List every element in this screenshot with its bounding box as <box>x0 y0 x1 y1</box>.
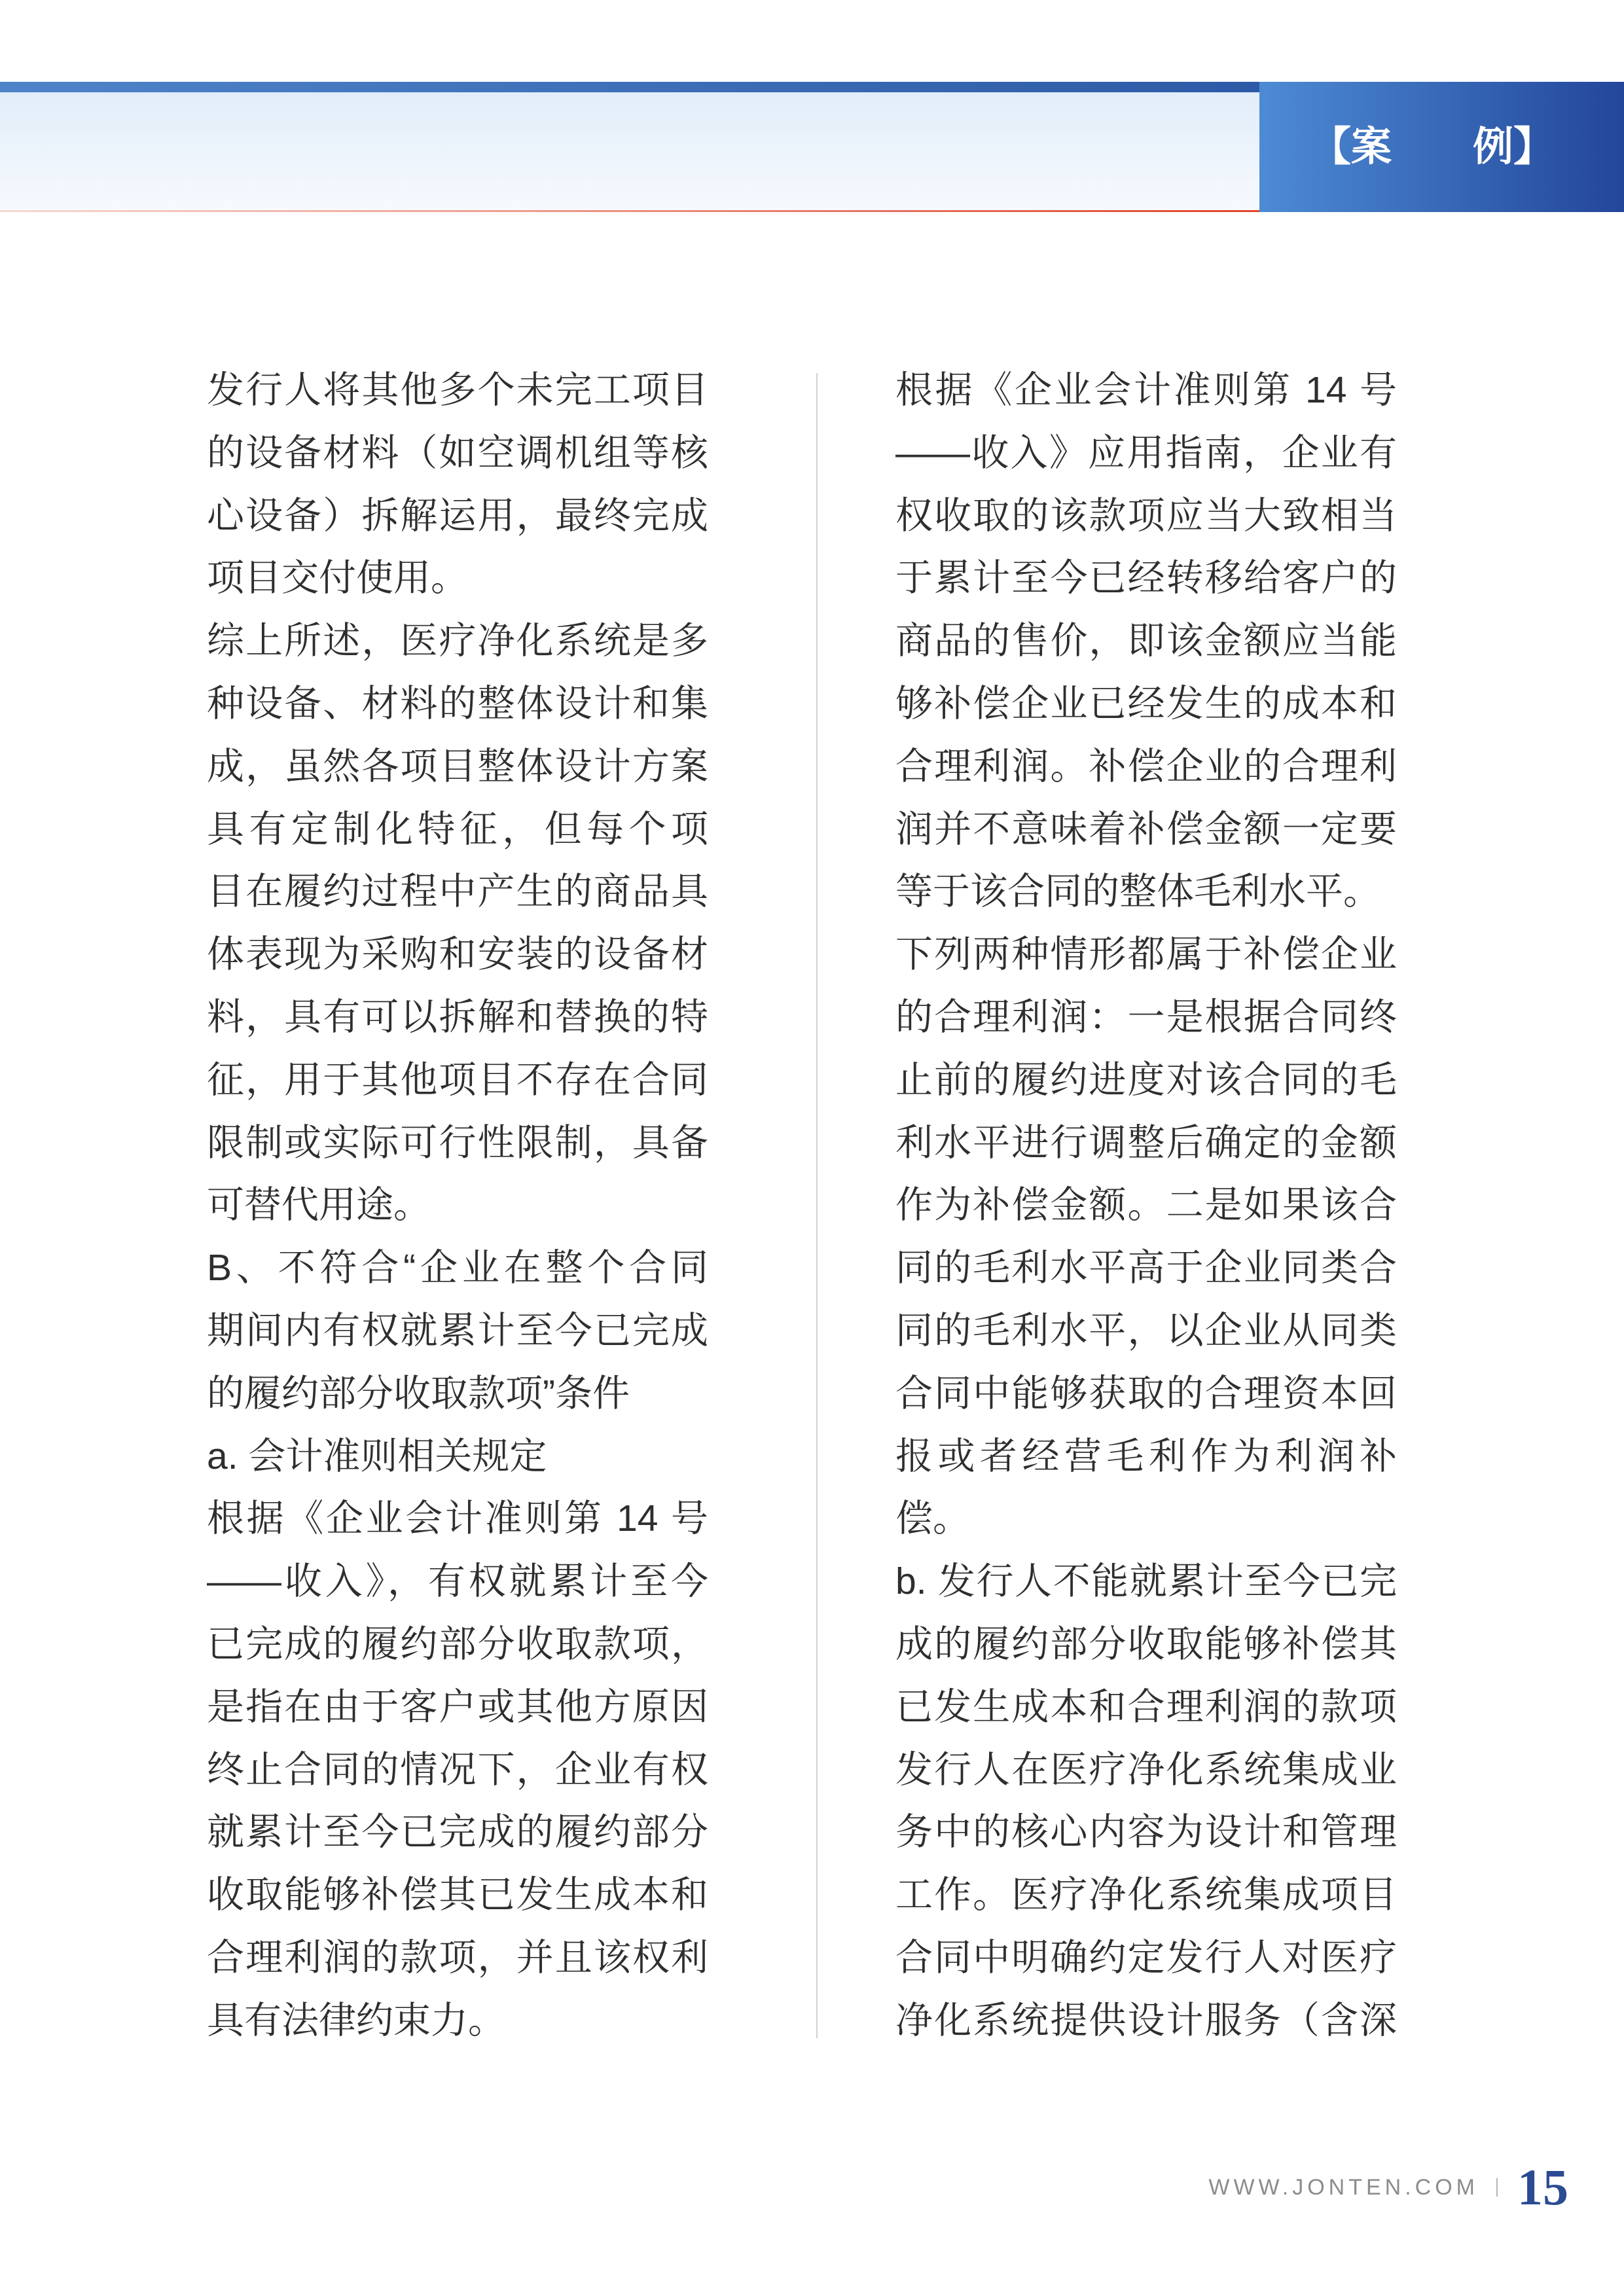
text-line: 合理利润的款项，并且该权利 <box>207 1936 708 1979</box>
text-line: 料，具有可以拆解和替换的特 <box>207 996 708 1038</box>
subsection-heading <box>207 1426 708 1488</box>
text-line: 合同中能够获取的合理资本回 <box>895 1372 1397 1414</box>
text-line: 项目交付使用。 <box>207 557 468 600</box>
text-line: 同的毛利水平高于企业同类合 <box>895 1247 1397 1289</box>
text-line: 就累计至今已完成的履约部分 <box>207 1811 708 1854</box>
paragraph <box>895 924 1397 1551</box>
paragraph <box>207 1488 708 2052</box>
section-heading <box>207 1237 708 1425</box>
text-line: 作为补偿金额。二是如果该合 <box>895 1184 1397 1227</box>
heading-line: a. 会计准则相关规定 <box>207 1435 547 1477</box>
text-line: 够补偿企业已经发生的成本和 <box>895 682 1397 725</box>
text-line: 工作。医疗净化系统集成项目 <box>895 1874 1397 1916</box>
page-number: 15 <box>1517 2159 1568 2215</box>
text-line: 偿。 <box>895 1498 970 1540</box>
text-line: 目在履约过程中产生的商品具 <box>207 870 708 913</box>
left-column <box>207 359 708 2053</box>
text-line: 净化系统提供设计服务（含深 <box>895 1999 1397 2041</box>
paragraph <box>207 359 708 610</box>
text-line: ——收入》，有权就累计至今 <box>207 1560 708 1603</box>
text-line: 成，虽然各项目整体设计方案 <box>207 745 708 787</box>
text-line: 体表现为采购和安装的设备材 <box>207 933 708 976</box>
header-stripe <box>0 82 1259 92</box>
text-line: 收取能够补偿其已发生成本和 <box>207 1874 708 1916</box>
text-line: 已完成的履约部分收取款项， <box>207 1623 708 1665</box>
text-line: 合理利润。补偿企业的合理利 <box>895 745 1397 787</box>
text-line: 心设备）拆解运用，最终完成 <box>207 494 708 537</box>
text-line: 的合理利润：一是根据合同终 <box>895 996 1397 1038</box>
text-line: 具有法律约束力。 <box>207 1999 505 2041</box>
text-line: 权收取的该款项应当大致相当 <box>895 494 1397 537</box>
text-line: 限制或实际可行性限制，具备 <box>207 1121 708 1164</box>
text-line: 终止合同的情况下，企业有权 <box>207 1748 708 1791</box>
text-line: 发行人在医疗净化系统集成业 <box>895 1748 1397 1791</box>
text-line: 止前的履约进度对该合同的毛 <box>895 1058 1397 1101</box>
text-line: 务中的核心内容为设计和管理 <box>895 1811 1397 1854</box>
paragraph <box>207 610 708 1237</box>
column-divider <box>816 373 818 2038</box>
text-line: 利水平进行调整后确定的金额 <box>895 1121 1397 1164</box>
text-line: 可替代用途。 <box>207 1184 431 1227</box>
footer-website: WWW.JONTEN.COM <box>1208 2175 1479 2200</box>
text-line: 根据《企业会计准则第 14 号 <box>895 369 1397 411</box>
text-line: 同的毛利水平，以企业从同类 <box>895 1309 1397 1352</box>
footer-separator <box>1496 2178 1498 2197</box>
text-line: 种设备、材料的整体设计和集 <box>207 682 708 725</box>
text-line: 征，用于其他项目不存在合同 <box>207 1058 708 1101</box>
paragraph <box>895 1739 1397 2053</box>
text-line: 报或者经营毛利作为利润补 <box>895 1435 1397 1477</box>
heading-line: 已发生成本和合理利润的款项 <box>895 1685 1397 1728</box>
section-tab-label: 【案 例】 <box>1310 124 1555 170</box>
text-line: ——收入》应用指南，企业有 <box>895 431 1397 474</box>
text-line: 商品的售价，即该金额应当能 <box>895 620 1397 662</box>
section-tab <box>1259 82 1624 212</box>
subsection-heading <box>895 1551 1397 1738</box>
text-line: 综上所述，医疗净化系统是多 <box>207 620 708 662</box>
text-line: 润并不意味着补偿金额一定要 <box>895 808 1397 850</box>
text-line: 具有定制化特征，但每个项 <box>207 808 708 850</box>
heading-line: 成的履约部分收取能够补偿其 <box>895 1623 1397 1665</box>
heading-line: B、不符合“企业在整个合同 <box>207 1247 708 1289</box>
heading-line: 的履约部分收取款项”条件 <box>207 1372 630 1414</box>
text-line: 等于该合同的整体毛利水平。 <box>895 870 1380 913</box>
text-line: 是指在由于客户或其他方原因 <box>207 1685 708 1728</box>
paragraph <box>895 359 1397 924</box>
text-line: 发行人将其他多个未完工项目 <box>207 369 708 411</box>
text-line: 于累计至今已经转移给客户的 <box>895 557 1397 600</box>
text-line: 下列两种情形都属于补偿企业 <box>895 933 1397 976</box>
text-line: 根据《企业会计准则第 14 号 <box>207 1498 708 1540</box>
heading-line: b. 发行人不能就累计至今已完 <box>895 1560 1397 1603</box>
right-column <box>895 359 1397 2053</box>
header-accent-line <box>0 210 1259 212</box>
header-band <box>0 92 1259 210</box>
heading-line: 期间内有权就累计至今已完成 <box>207 1309 708 1352</box>
text-line: 合同中明确约定发行人对医疗 <box>895 1936 1397 1979</box>
text-line: 的设备材料（如空调机组等核 <box>207 431 708 474</box>
